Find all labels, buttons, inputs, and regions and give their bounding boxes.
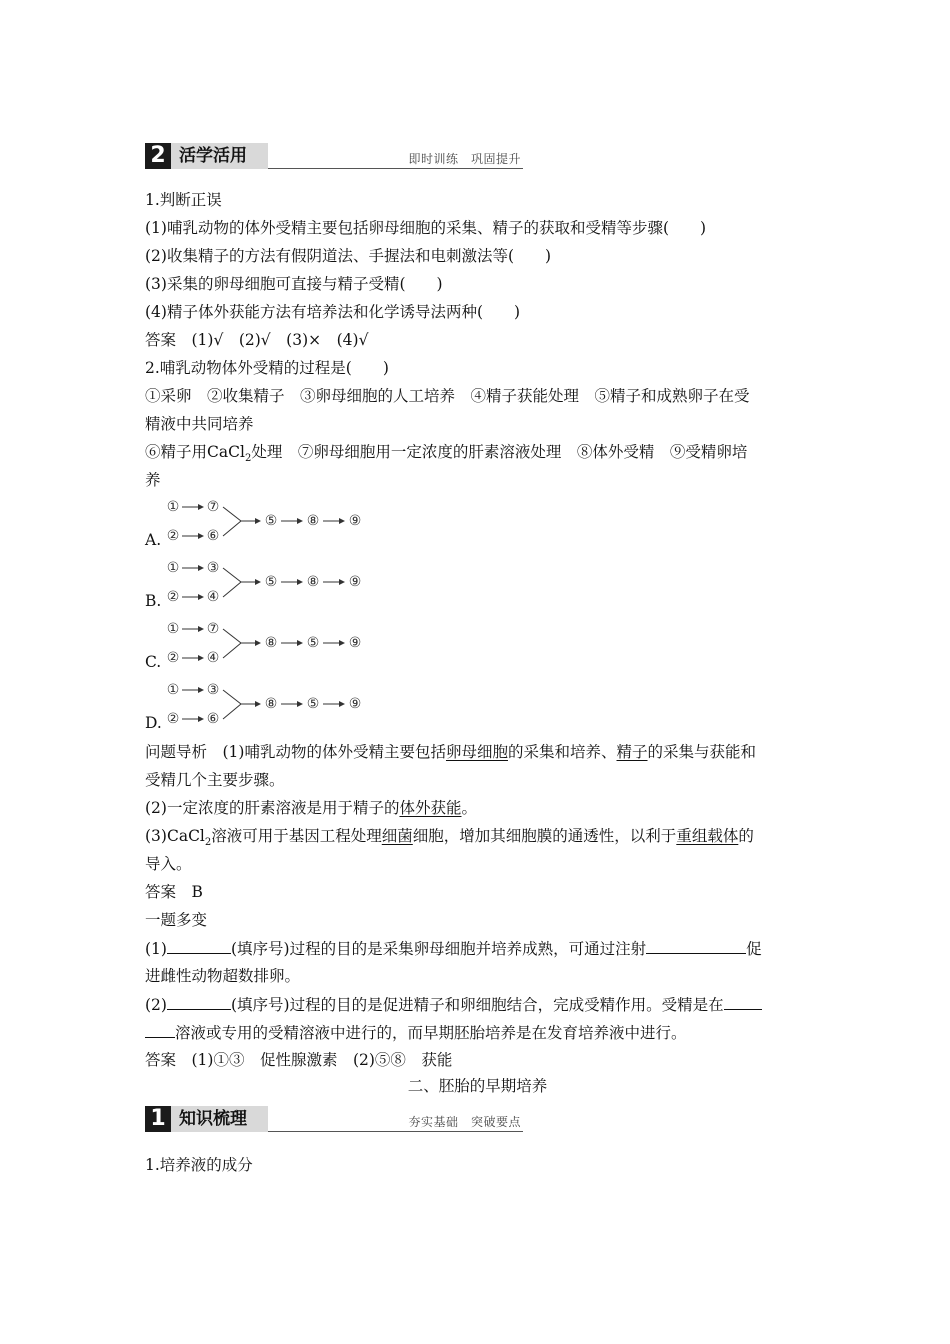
q1-item-1: (1)哺乳动物的体外受精主要包括卵母细胞的采集、精子的获取和受精等步骤( )	[145, 219, 707, 237]
flow-step: ⑨	[348, 635, 362, 651]
flow-diagram	[163, 619, 363, 669]
variant-line-4: 溶液或专用的受精溶液中进行的，而早期胚胎培养是在发育培养液中进行。	[145, 1022, 687, 1043]
q1-answer: 答案 (1)√ (2)√ (3)× (4)√	[145, 331, 369, 349]
section-rule	[268, 168, 523, 169]
flow-merge-line	[223, 690, 241, 704]
flow-step: ②	[166, 711, 180, 727]
flow-merge-line	[223, 704, 241, 719]
section-title: 活学活用	[179, 146, 247, 166]
underlined-term: 体外获能	[399, 799, 462, 817]
flow-merge-line	[223, 629, 241, 643]
flow-diagram	[163, 497, 363, 547]
flow-step: ⑨	[348, 696, 362, 712]
section-subtitle: 夯实基础 突破要点	[408, 1115, 521, 1129]
culture-medium-heading: 1.培养液的成分	[145, 1156, 253, 1174]
flow-step: ⑨	[348, 513, 362, 529]
q2-answer: 答案 B	[145, 883, 203, 901]
underlined-term: 卵母细胞	[445, 743, 508, 761]
variant-title: 一题多变	[145, 911, 208, 929]
section-number: 2	[145, 143, 171, 169]
flow-merge-line	[223, 521, 241, 536]
flow-step: ②	[166, 589, 180, 605]
section-header-knowledge	[145, 1106, 523, 1132]
fill-blank	[145, 1022, 175, 1038]
flow-step: ①	[166, 621, 180, 637]
flow-step: ③	[206, 682, 220, 698]
flow-step: ⑤	[306, 696, 320, 712]
section-title: 知识梳理	[179, 1109, 247, 1129]
q2-steps-line-3-post: 处理 ⑦卵母细胞用一定浓度的肝素溶液处理 ⑧体外受精 ⑨受精卵培	[251, 443, 748, 461]
flow-step: ⑥	[206, 528, 220, 544]
flow-step: ①	[166, 560, 180, 576]
variant-answer: 答案 (1)①③ 促性腺激素 (2)⑤⑧ 获能	[145, 1051, 453, 1069]
q1-item-3: (3)采集的卵母细胞可直接与精子受精( )	[145, 275, 443, 293]
option-label: D.	[145, 714, 162, 732]
flow-step: ④	[206, 650, 220, 666]
section-rule	[268, 1131, 523, 1132]
underlined-term: 重组载体	[676, 827, 739, 845]
cacl2-formula: CaCl$_2$	[166, 827, 212, 849]
analysis-line-1: 问题导析 (1)哺乳动物的体外受精主要包括卵母细胞的采集和培养、精子的采集与获能和	[145, 743, 757, 761]
q2-steps-line-3-pre: ⑥精子用	[145, 443, 208, 461]
flow-step: ⑤	[264, 574, 278, 590]
variant-line-3: (2) (填序号)过程的目的是促进精子和卵细胞结合，完成受精作用。受精是在	[145, 994, 762, 1015]
option-label: A.	[145, 531, 162, 549]
variant-line-2: 进雌性动物超数排卵。	[145, 967, 301, 985]
flow-merge-line	[223, 582, 241, 597]
q1-item-4: (4)精子体外获能方法有培养法和化学诱导法两种( )	[145, 303, 521, 321]
flow-diagram	[163, 680, 363, 730]
flow-merge-line	[223, 643, 241, 658]
underlined-term: 精子	[616, 743, 648, 761]
flow-step: ⑦	[206, 621, 220, 637]
analysis-line-3: (2)一定浓度的肝素溶液是用于精子的体外获能。	[145, 799, 477, 817]
flow-step: ④	[206, 589, 220, 605]
flow-step: ②	[166, 650, 180, 666]
section-subtitle: 即时训练 巩固提升	[408, 152, 521, 166]
fill-blank	[646, 938, 746, 954]
option-label: B.	[145, 592, 162, 610]
flow-step: ⑤	[306, 635, 320, 651]
flow-step: ①	[166, 682, 180, 698]
q2-steps-line-3	[145, 442, 747, 469]
fill-blank	[724, 994, 762, 1010]
q2-steps-line-2: 精液中共同培养	[145, 415, 254, 433]
flow-step: ②	[166, 528, 180, 544]
cacl2-formula: CaCl$_2$	[207, 443, 252, 465]
section-title-box	[171, 143, 268, 169]
q1-item-2: (2)收集精子的方法有假阴道法、手握法和电刺激法等( )	[145, 247, 552, 265]
variant-line-1: (1) (填序号)过程的目的是采集卵母细胞并培养成熟，可通过注射 促	[145, 940, 762, 958]
flow-step: ⑨	[348, 574, 362, 590]
analysis-line-2: 受精几个主要步骤。	[145, 771, 285, 789]
flow-diagram	[163, 558, 363, 608]
flow-merge-line	[223, 507, 241, 521]
flow-step: ⑧	[264, 635, 278, 651]
analysis-line-5: 导入。	[145, 855, 192, 873]
part2-title: 二、胚胎的早期培养	[407, 1077, 548, 1095]
section-header-practice	[145, 143, 523, 169]
flow-step: ⑥	[206, 711, 220, 727]
q2-steps-line-1: ①采卵 ②收集精子 ③卵母细胞的人工培养 ④精子获能处理 ⑤精子和成熟卵子在受	[145, 387, 750, 405]
q1-title: 1.判断正误	[145, 191, 222, 209]
fill-blank	[167, 938, 231, 954]
q2-steps-line-4: 养	[145, 471, 161, 489]
section-number: 1	[145, 1106, 171, 1132]
flow-step: ⑧	[264, 696, 278, 712]
flow-step: ⑦	[206, 499, 220, 515]
option-label: C.	[145, 653, 162, 671]
analysis-line-4: (3)CaCl$_2$溶液可用于基因工程处理细菌细胞，增加其细胞膜的通透性，以利于重组载体的	[145, 827, 754, 849]
flow-step: ⑤	[264, 513, 278, 529]
flow-step: ⑧	[306, 574, 320, 590]
flow-step: ①	[166, 499, 180, 515]
fill-blank	[167, 994, 231, 1010]
flow-step: ③	[206, 560, 220, 576]
flow-step: ⑧	[306, 513, 320, 529]
section-title-box	[171, 1106, 268, 1132]
flow-merge-line	[223, 568, 241, 582]
q2-title: 2.哺乳动物体外受精的过程是( )	[145, 359, 389, 377]
underlined-term: 细菌	[381, 827, 413, 845]
